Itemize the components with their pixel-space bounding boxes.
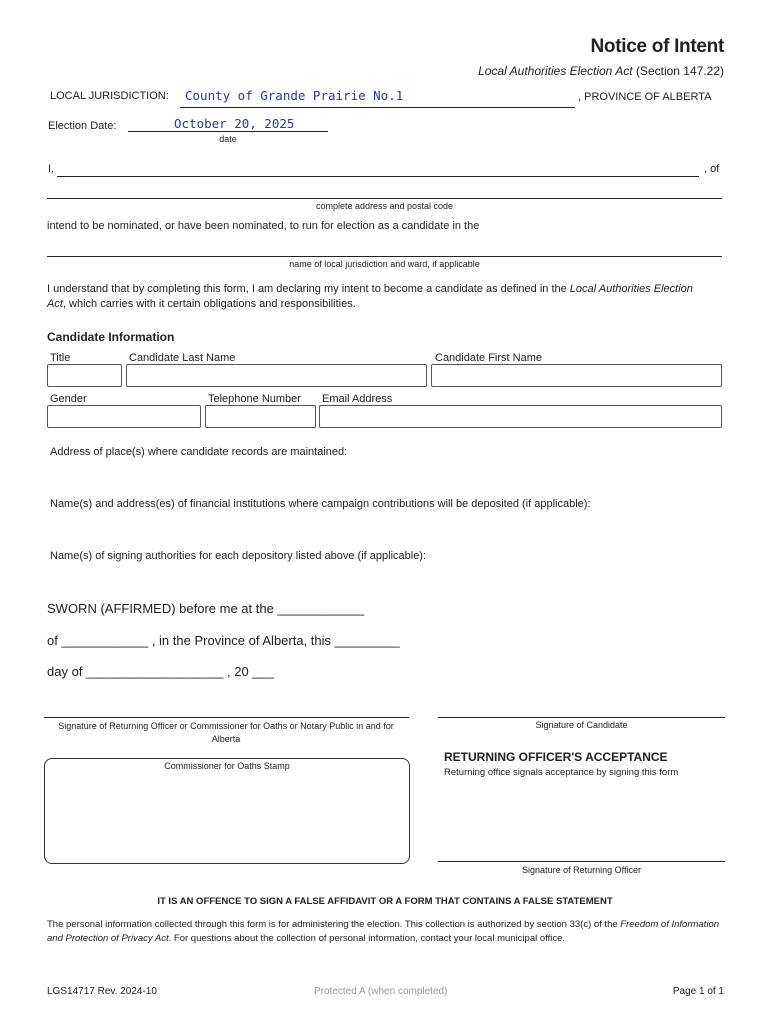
privacy-text-after: . For questions about the collection of personal information, contact your local municipal office. <box>168 933 566 944</box>
acceptance-text: Returning office signals acceptance by signing this form <box>444 767 679 778</box>
privacy-notice <box>47 918 727 946</box>
title-label: Title <box>50 352 71 364</box>
financial-institutions-label: Name(s) and address(es) of financial institutions where campaign contributions will be deposited (if applicable): <box>50 498 591 510</box>
sworn-line-2: of ____________ , in the Province of Alberta, this _________ <box>47 633 400 648</box>
act-name: Local Authorities Election Act <box>478 64 633 78</box>
gender-field[interactable] <box>47 405 201 428</box>
declarant-suffix: , of <box>704 163 720 175</box>
returning-officer-caption: Signature of Returning Officer <box>522 865 641 875</box>
stamp-caption: Commissioner for Oaths Stamp <box>164 761 290 771</box>
jurisdiction-ward-line[interactable] <box>47 256 722 257</box>
privacy-act-1: Freedom of <box>620 919 669 930</box>
first-name-field[interactable] <box>431 364 722 387</box>
records-address-label: Address of place(s) where candidate records are maintained: <box>50 446 348 458</box>
page-number: Page 1 of 1 <box>672 986 724 997</box>
email-field[interactable] <box>319 405 722 428</box>
telephone-label: Telephone Number <box>208 393 301 405</box>
act-section: (Section 147.22) <box>635 64 724 78</box>
ward-caption: name of local jurisdiction and ward, if applicable <box>289 259 480 269</box>
candidate-info-heading: Candidate Information <box>47 330 175 344</box>
privacy-text: The personal information collected through this form is for administering the election. This collection is authorized by section 33(c) of the <box>47 919 621 930</box>
protection-level: Protected A (when completed) <box>314 986 448 997</box>
form-code: LGS14717 Rev. 2024-10 <box>47 986 157 997</box>
understanding-act: Local Authorities Election <box>569 283 693 295</box>
first-name-label: Candidate First Name <box>435 352 542 364</box>
form-subtitle <box>478 64 724 78</box>
officer-signature-caption: Signature of Returning Officer or Commissioner for Oaths or Notary Public in and for Alberta <box>58 721 394 744</box>
gender-label: Gender <box>50 393 87 405</box>
officer-signature-line[interactable] <box>44 717 409 718</box>
declarant-prefix: I, <box>48 163 55 175</box>
address-caption: complete address and postal code <box>315 201 454 211</box>
last-name-label: Candidate Last Name <box>129 352 236 364</box>
email-label: Email Address <box>322 393 393 405</box>
jurisdiction-label: LOCAL JURISDICTION: <box>50 90 169 102</box>
sworn-line-3: day of ___________________ , 20 ___ <box>47 664 274 679</box>
province-label: , PROVINCE OF ALBERTA <box>578 91 712 103</box>
election-date-line <box>128 131 328 132</box>
telephone-field[interactable] <box>205 405 316 428</box>
acceptance-heading: RETURNING OFFICER'S ACCEPTANCE <box>444 750 668 764</box>
privacy-act-2: Information and Protection of Privacy Act <box>47 919 720 944</box>
signing-authorities-label: Name(s) of signing authorities for each depository listed above (if applicable): <box>50 550 427 562</box>
form-title: Notice of Intent <box>590 36 724 57</box>
understanding-rest: , which carries with it certain obligations and responsibilities. <box>62 298 356 310</box>
commissioner-stamp-box[interactable] <box>44 758 410 864</box>
jurisdiction-value[interactable]: County of Grande Prairie No.1 <box>185 88 404 103</box>
sworn-line-1: SWORN (AFFIRMED) before me at the ____________ <box>47 601 365 616</box>
address-line[interactable] <box>47 198 722 199</box>
false-statement-warning: IT IS AN OFFENCE TO SIGN A FALSE AFFIDAVIT OR A FORM THAT CONTAINS A FALSE STATEMENT <box>157 896 613 907</box>
title-field[interactable] <box>47 364 122 387</box>
declarant-name-line[interactable] <box>57 176 699 177</box>
understanding-text: I understand that by completing this form, I am declaring my intent to become a candidate as defined in the <box>47 283 570 295</box>
candidate-signature-line[interactable] <box>438 717 725 718</box>
understanding-act-2: Act <box>47 298 63 310</box>
candidate-signature-caption: Signature of Candidate <box>535 720 628 730</box>
intent-text: intend to be nominated, or have been nominated, to run for election as a candidate in the <box>47 220 480 232</box>
understanding-paragraph <box>47 282 727 312</box>
returning-officer-signature-line[interactable] <box>438 861 725 862</box>
election-date-caption: date <box>219 134 237 144</box>
election-date-label: Election Date: <box>48 120 117 132</box>
jurisdiction-line <box>180 107 575 108</box>
last-name-field[interactable] <box>126 364 427 387</box>
election-date-value[interactable]: October 20, 2025 <box>174 116 295 131</box>
